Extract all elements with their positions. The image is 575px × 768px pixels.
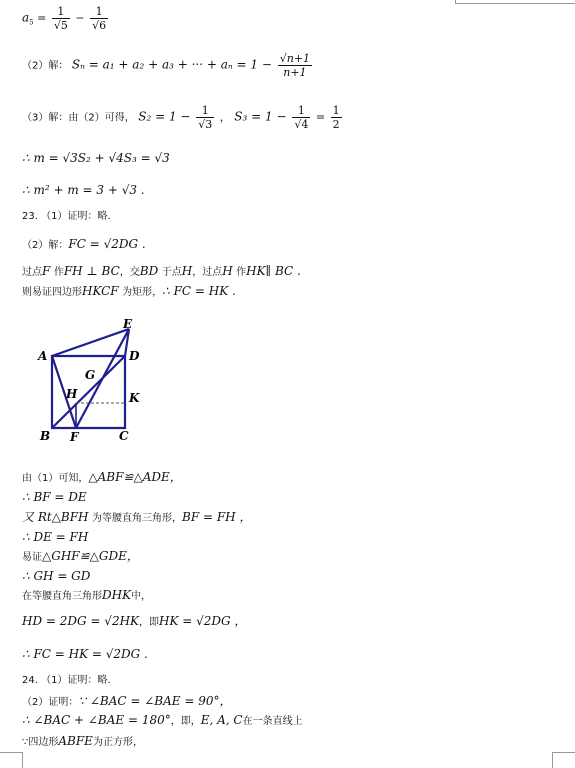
label-h: H xyxy=(66,387,78,401)
m-squared-line: ∴ m² + m = 3 + √3 . xyxy=(22,183,145,197)
page-corner-mark-top-right xyxy=(455,0,575,4)
auxiliary-construction: 过点F 作FH ⊥ BC，交BD 于点H，过点H 作HK∥ BC . xyxy=(22,264,301,278)
q23-part1: 23. （1）证明：略. xyxy=(22,211,111,222)
a5-equation: $a_5$ = $\frac{1}{√5}$ − $\frac{1}{√6}$ xyxy=(22,5,107,32)
label-k: K xyxy=(129,391,140,405)
label-b: B xyxy=(40,429,51,443)
part3-s2-s3: （3）解：由（2）可得， S₂ = 1 − $\frac{1}{√3}$ ， S₃ = 1 − $\frac{1}{√4}$ = $\frac{1}{2}$ xyxy=(22,104,340,131)
q24-collinear: ∴ ∠BAC + ∠BAE = 180°，即，E, A, C在一条直线上 xyxy=(22,713,303,727)
page-corner-mark-bottom-left-h xyxy=(0,752,22,754)
proof-triangle-dhk: 在等腰直角三角形DHK中， xyxy=(22,588,152,602)
m-value-line: ∴ m = √3S₂ + √4S₃ = √3 xyxy=(22,151,170,165)
proof-hd-relation: HD = 2DG = √2HK，即HK = √2DG ， xyxy=(22,614,247,628)
proof-conclusion: ∴ FC = HK = √2DG . xyxy=(22,647,148,661)
proof-gh-gd: ∴ GH = GD xyxy=(22,569,91,583)
proof-bf-de: ∴ BF = DE xyxy=(22,490,87,504)
page-corner-mark-bottom-left xyxy=(0,752,23,768)
proof-de-fh: ∴ DE = FH xyxy=(22,530,89,544)
page-corner-mark-bottom-right-h xyxy=(552,752,575,754)
label-c: C xyxy=(119,429,129,443)
proof-isosceles-bfh: 又 Rt△BFH 为等腰直角三角形，BF = FH ， xyxy=(22,510,252,524)
proof-congruence-2: 易证△GHF≌△GDE， xyxy=(22,549,139,563)
label-e: E xyxy=(123,317,133,331)
q24-square: ∵四边形ABFE为正方形， xyxy=(22,734,143,748)
proof-congruence-1: 由（1）可知，△ABF≌△ADE， xyxy=(22,470,182,484)
rectangle-statement: 则易证四边形HKCF 为矩形，∴ FC = HK . xyxy=(22,284,236,298)
q23-part2: （2）解：FC = √2DG . xyxy=(22,237,146,251)
q24-part1: 24. （1）证明：略. xyxy=(22,675,111,686)
label-d: D xyxy=(129,349,140,363)
label-g: G xyxy=(85,368,96,382)
label-f: F xyxy=(70,430,79,444)
geometry-figure xyxy=(30,316,170,446)
part2-sum-formula: （2）解： Sₙ = a₁ + a₂ + a₃ + ··· + aₙ = 1 − $\frac{√n+1}{n+1}$ xyxy=(22,52,311,79)
page-corner-mark-bottom-right xyxy=(552,752,575,768)
label-a: A xyxy=(38,349,48,363)
q24-part2: （2）证明：∵ ∠BAC = ∠BAE = 90°， xyxy=(22,694,232,708)
